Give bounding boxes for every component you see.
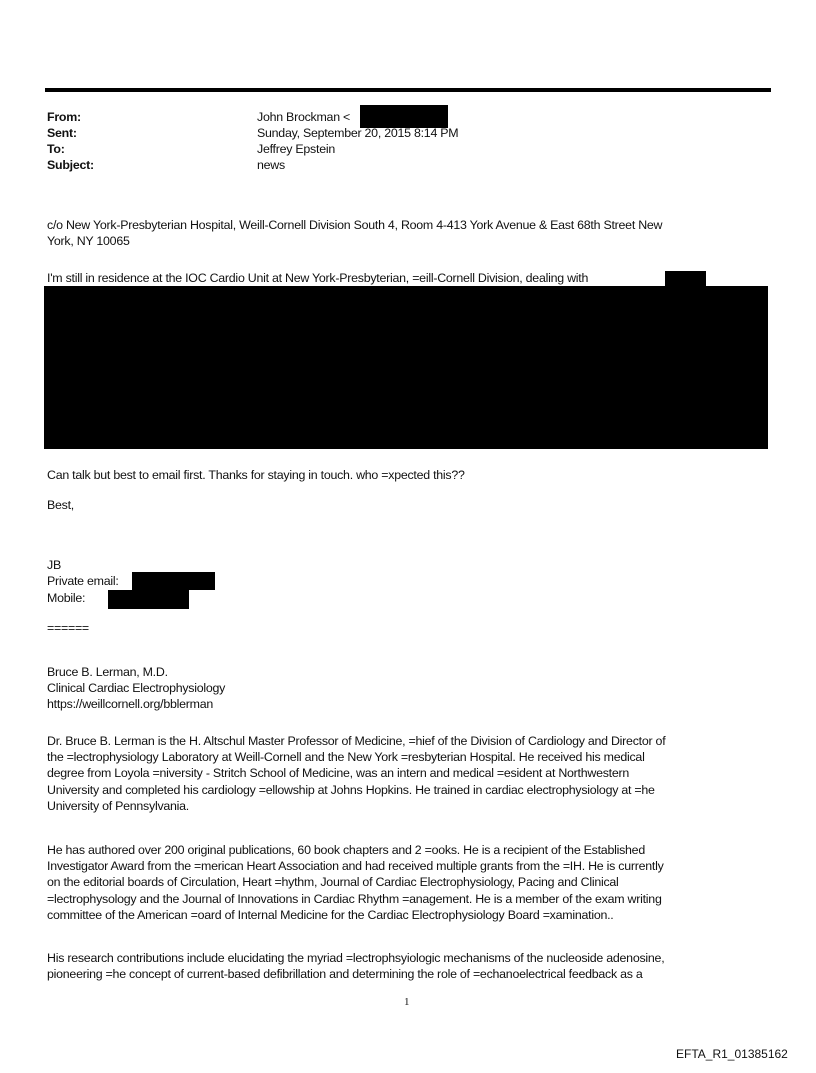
text-line: Investigator Award from the =merican Heart Association and had received multiple grants from the =IH. He is currently — [47, 859, 664, 874]
bio-name: Bruce B. Lerman, M.D. — [47, 665, 168, 679]
text-line: Dr. Bruce B. Lerman is the H. Altschul Master Professor of Medicine, =hief of the Division of Cardiology and Director of — [47, 734, 666, 748]
text-line: degree from Loyola =niversity - Stritch School of Medicine, was an intern and medical =esident at Northwestern — [47, 766, 630, 781]
bio-title: Clinical Cardiac Electrophysiology — [47, 681, 226, 696]
bio-paragraph-2 — [47, 842, 664, 923]
bio-paragraph-3 — [47, 950, 664, 982]
address — [47, 217, 662, 249]
address-line: c/o New York-Presbyterian Hospital, Weill-Cornell Division South 4, Room 4-413 York Avenue & East 68th Street New — [47, 218, 663, 232]
private-email-label: Private email: — [47, 574, 119, 588]
mobile-label: Mobile: — [47, 591, 86, 605]
page-number: 1 — [404, 996, 410, 1008]
document-id: EFTA_R1_01385162 — [676, 1047, 788, 1061]
to-value: Jeffrey Epstein — [257, 142, 335, 156]
text-line: His research contributions include elucidating the myriad =lectrophsyiologic mechanisms of the nucleoside adenosine, — [47, 951, 665, 965]
bio-header — [47, 664, 225, 713]
text-line: pioneering =he concept of current-based defibrillation and determining the role of =echanoelectrical feedback as a — [47, 967, 643, 982]
signature-name: JB — [47, 558, 61, 572]
text-line: University of Pennsylvania. — [47, 798, 190, 813]
to-label: To: — [47, 142, 65, 156]
redaction — [665, 271, 706, 287]
redaction — [108, 590, 189, 609]
residence-line: I'm still in residence at the IOC Cardio Unit at New York-Presbyterian, =eill-Cornell Division, dealing with — [47, 271, 589, 285]
address-line: York, NY 10065 — [47, 234, 130, 249]
bio-paragraph-1 — [47, 733, 665, 814]
bio-url: https://weillcornell.org/bblerman — [47, 697, 213, 712]
redaction — [132, 572, 215, 590]
redaction-block — [44, 286, 768, 449]
subject-label: Subject: — [47, 158, 94, 172]
text-line: =lectrophysology and the Journal of Innovations in Cardiac Rhythm =anagement. He is a member of the exam writing — [47, 891, 662, 906]
text-line: the =lectrophysiology Laboratory at Weill-Cornell and the New York =resbyterian Hospital. He received his medical — [47, 750, 645, 765]
sent-label: Sent: — [47, 126, 77, 140]
text-line: on the editorial boards of Circulation, Heart =hythm, Journal of Cardiac Electrophysiology, Pacing and Clinical — [47, 875, 619, 890]
talk-line: Can talk but best to email first. Thanks for staying in touch. who =xpected this?? — [47, 468, 465, 482]
text-line: committee of the American =oard of Internal Medicine for the Cardiac Electrophysiology Board =xamination.. — [47, 907, 614, 922]
closing: Best, — [47, 498, 74, 512]
subject-value: news — [257, 158, 285, 172]
text-line: University and completed his cardiology =ellowship at Johns Hopkins. He trained in cardiac electrophysiology at =he — [47, 782, 655, 797]
from-label: From: — [47, 110, 81, 124]
text-line: He has authored over 200 original publications, 60 book chapters and 2 =ooks. He is a recipient of the Established — [47, 843, 645, 857]
sent-value: Sunday, September 20, 2015 8:14 PM — [257, 126, 459, 140]
separator: ====== — [47, 621, 89, 635]
from-value: John Brockman < — [257, 110, 351, 124]
header-rule — [45, 88, 771, 92]
